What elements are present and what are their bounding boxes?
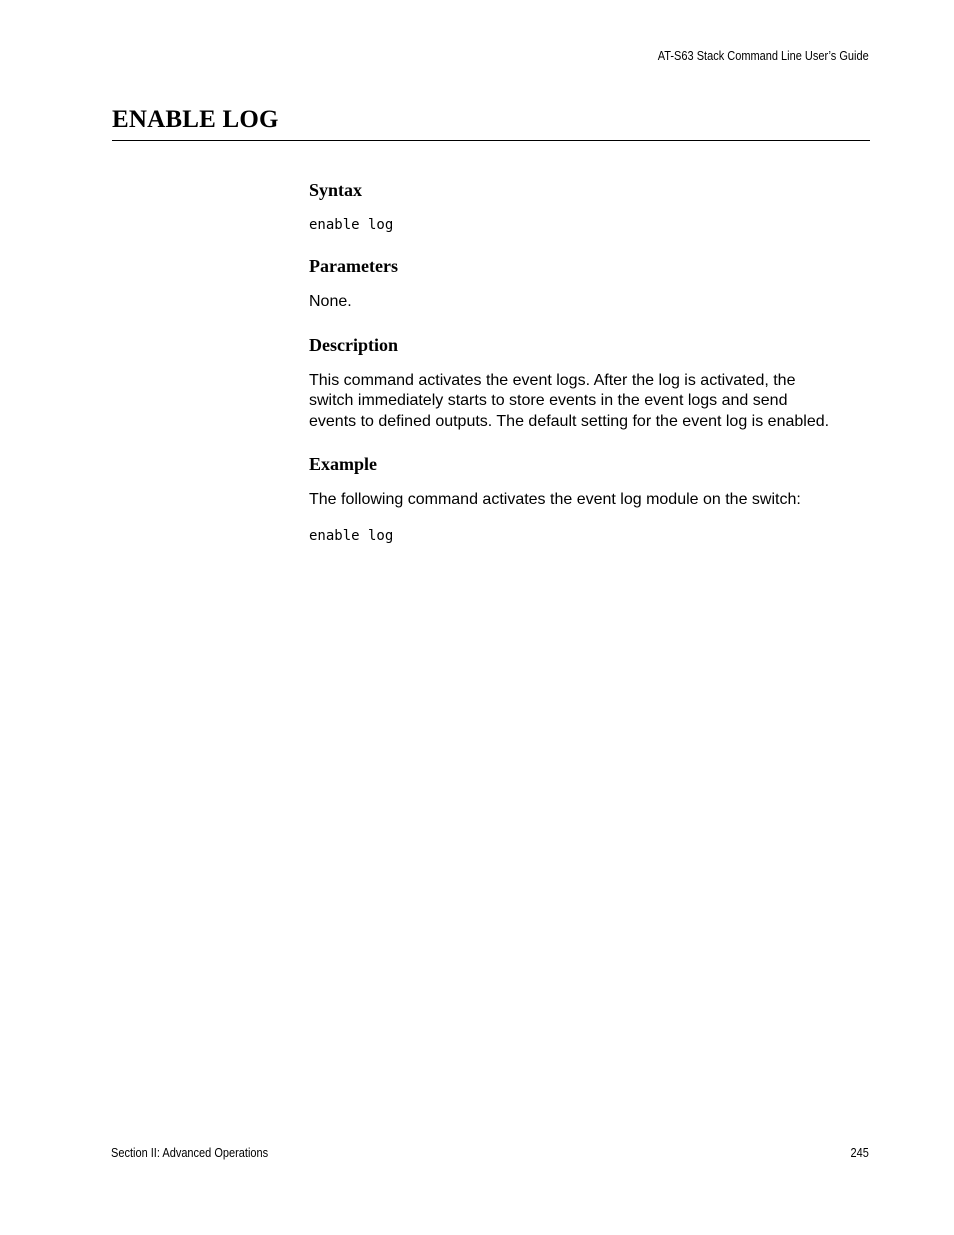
title-divider — [112, 140, 870, 141]
page-number: 245 — [850, 1146, 869, 1160]
description-heading: Description — [309, 334, 398, 355]
content-column — [309, 178, 874, 546]
description-line: switch immediately starts to store events in the event logs and send — [309, 392, 788, 409]
example-code: enable log — [309, 527, 394, 544]
description-line: This command activates the event logs. After the log is activated, the — [309, 371, 796, 389]
footer-section: Section II: Advanced Operations — [111, 1146, 269, 1160]
parameters-text: None. — [309, 293, 352, 310]
example-heading: Example — [309, 454, 378, 474]
example-text: The following command activates the event log module on the switch: — [309, 491, 801, 508]
parameters-heading: Parameters — [309, 256, 398, 276]
description-line: events to defined outputs. The default setting for the event log is enabled. — [309, 412, 830, 430]
description-paragraph — [309, 371, 874, 433]
syntax-heading: Syntax — [309, 180, 363, 200]
syntax-code: enable log — [309, 217, 394, 233]
running-header: AT-S63 Stack Command Line User’s Guide — [658, 49, 869, 63]
page-title: ENABLE LOG — [112, 106, 279, 133]
